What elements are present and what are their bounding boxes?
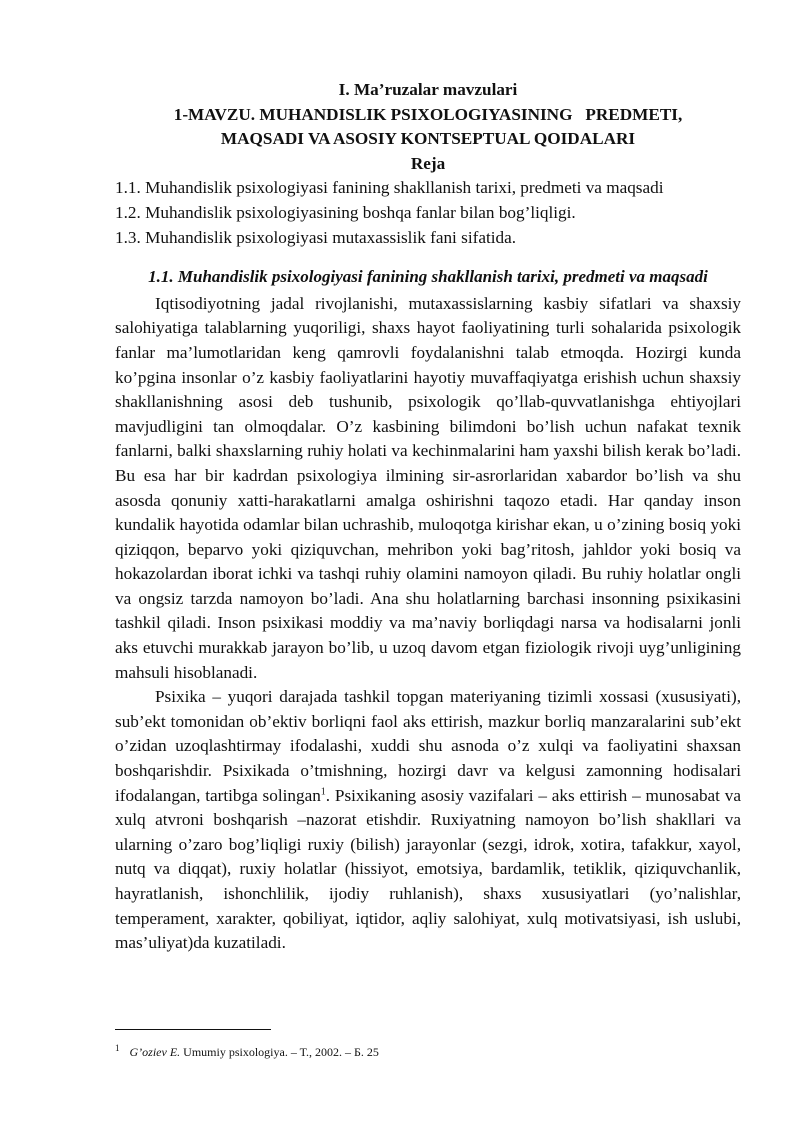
plan-item: 1.3. Muhandislik psixologiyasi mutaxassislik fani sifatida. <box>115 227 517 247</box>
paragraph-2-text-end: . Psixikaning asosiy vazifalari – aks ettirish – munosabat va xulq atvroni boshqarish –nazorat etishdir. Ruxiyatning namoyon bo’lish shakllari va ularning o’zaro bog’liqligi ruxiy (bilish) jarayonlar (sezgi, idrok, xotira, tafakkur, xayol, nutq va diqqat), ruxiy holatlar (hissiyot, emotsiya, bardamlik, tetiklik, qiziquvchanlik, hayratlanish, ishonchlilik, ijodiy ruhlanish), shaxs xususiyatlari (yo’nalishlar, temperament, xarakter, qobiliyat, iqtidor, aqliy salohiyat, xulq motivatsiyasi, ish uslubi, mas’uliyat)da kuzatiladi. <box>115 785 741 953</box>
footnote-text: Umumiy psixologiya. – T., 2002. – Б. 25 <box>180 1045 379 1059</box>
document-page <box>115 78 741 956</box>
plan-list <box>115 176 741 250</box>
part-title: I. Ma’ruzalar mavzulari <box>338 80 518 99</box>
plan-item: 1.1. Muhandislik psixologiyasi fanining shakllanish tarixi, predmeti va maqsadi <box>115 178 664 198</box>
footnote <box>115 1040 741 1060</box>
body-paragraph-2 <box>115 685 741 956</box>
topic-title-line-2: MAQSADI VA ASOSIY KONTSEPTUAL QOIDALARI <box>220 129 636 149</box>
footnote-divider <box>115 1029 271 1030</box>
section-heading: 1.1. Muhandislik psixologiyasi fanining shakllanish tarixi, predmeti va maqsadi <box>148 267 708 287</box>
plan-item: 1.2. Muhandislik psixologiyasining boshqa fanlar bilan bog’liqligi. <box>115 202 576 222</box>
body-paragraph-1: Iqtisodiyotning jadal rivojlanishi, mutaxassislarning kasbiy sifatlari va shaxsiy salohiyatiga talablarning yuqoriligi, shaxs hayot faoliyatining turli sohalarida psixologik fanlar ma’lumotlaridan keng qamrovli foydalanishni talab etmoqda. Hozirgi kunda ko’pgina insonlar o’z kasbiy faoliyatlarini hayotiy muvaffaqiyatga erishish uchun shaxsiy shakllanishning asosi deb tushunib, psixologik qo’llab-quvvatlanishga ehtiyojlari mavjudligini tan olmoqdalar. O’z kasbining bilimdoni bo’lish uchun nafakat texnik fanlarni, balki shaxslarning ruhiy holati va kechinmalarini ham yaxshi bilish kerak bo’ladi. Bu esa har bir kadrdan psixologiya ilmining sir-asrorlaridan xabardor bo’lish va shu asosda qonuniy xatti-harakatlarni amalga oshirishni taqozo etadi. Har qanday inson kundalik hayotida odamlar bilan uchrashib, muloqotga kirishar ekan, u o’zining bosiq yoki qiziqqon, beparvo yoki qiziquvchan, mehribon yoki bag’ritosh, jahldor yoki bosiq va hokazolardan iborat ichki va tashqi ruhiy olamini namoyon qiladi. Bu ruhiy holatlar ongli va ongsiz tarzda namoyon bo’ladi. Ana shu holatlarning barchasi insonning psixikasini tashkil qiladi. Inson psixikasi moddiy va ma’naviy borliqdagi narsa va hodisalarni jonli aks etuvchi murakkab jarayon bo’lib, u uzoq davom etgan fiziologik rivoji uyg’unligining mahsuli hisoblanadi. <box>115 293 741 682</box>
footnote-reference[interactable]: 1 <box>320 785 326 797</box>
plan-label: Reja <box>410 153 446 173</box>
footnote-author: G’oziev E. <box>129 1045 181 1059</box>
topic-title-line-1: 1-MAVZU. MUHANDISLIK PSIXOLOGIYASINING PREDMETI, <box>173 104 683 124</box>
paragraph-2-text-start: Psixika – yuqori darajada tashkil topgan materiyaning tizimli xossasi (xususiyati), sub’ekt tomonidan ob’ektiv borliqni faol aks ettirish, mazkur borliq manzaralarini sub’ekt o’zidan uzoqlashtirmay ifodalashi, xuddi shu asnoda o’z xulqi va faoliyatini shaxsan boshqarishdir. Psixikada o’tmishning, hozirgi davr va kelgusi zamonning hodisalari ifodalangan, tartibga solingan <box>115 687 741 805</box>
footnote-number: 1 <box>115 1043 120 1053</box>
